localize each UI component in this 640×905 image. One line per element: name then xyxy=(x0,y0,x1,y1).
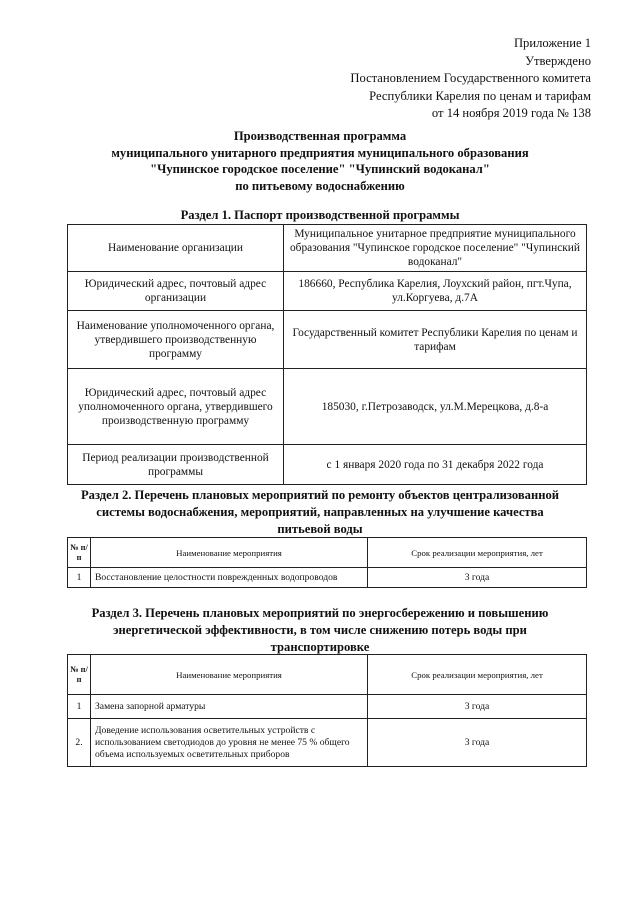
passport-label: Наименование уполномоченного органа, утвердившего производственную программу xyxy=(68,311,284,369)
table-row xyxy=(68,369,587,445)
col-num-header: № п/п xyxy=(68,538,91,568)
repair-measures-table xyxy=(67,537,587,588)
passport-value: 185030, г.Петрозаводск, ул.М.Мерецкова, д.8-а xyxy=(284,369,587,445)
title-line-1: Производственная программа xyxy=(233,129,407,143)
title-line-2: муниципального унитарного предприятия муниципального образования xyxy=(111,145,529,160)
measure-name: Замена запорной арматуры xyxy=(91,695,368,719)
program-title xyxy=(0,128,640,194)
table-row xyxy=(68,272,587,311)
passport-label: Юридический адрес, почтовый адрес организации xyxy=(68,272,284,311)
measure-term: 3 года xyxy=(368,695,587,719)
resolution-date: от 14 ноября 2019 года № 138 xyxy=(431,106,591,120)
section1-heading-text: Раздел 1. Паспорт производственной программы xyxy=(180,208,460,222)
section2-heading xyxy=(0,487,640,538)
table-row xyxy=(68,225,587,272)
col-name-header: Наименование мероприятия xyxy=(91,538,368,568)
approval-block xyxy=(350,35,591,123)
section3-heading xyxy=(0,605,640,656)
appendix-label: Приложение 1 xyxy=(513,36,591,50)
measure-term: 3 года xyxy=(368,719,587,767)
row-num: 1 xyxy=(68,695,91,719)
section2-heading-line-1: Раздел 2. Перечень плановых мероприятий по ремонту объектов централизованной xyxy=(80,488,560,502)
passport-value: с 1 января 2020 года по 31 декабря 2022 года xyxy=(284,445,587,485)
energy-measures-table xyxy=(67,654,587,767)
table-row xyxy=(68,719,587,767)
table-header-row xyxy=(68,538,587,568)
row-num: 1 xyxy=(68,568,91,588)
col-term-header: Срок реализации мероприятия, лет xyxy=(368,538,587,568)
passport-value: Государственный комитет Республики Карелия по ценам и тарифам xyxy=(284,311,587,369)
section3-heading-line-3: транспортировке xyxy=(270,640,370,654)
table-row xyxy=(68,311,587,369)
col-num-header: № п/п xyxy=(68,655,91,695)
section2-heading-line-3: питьевой воды xyxy=(277,522,363,536)
passport-value: Муниципальное унитарное предприятие муниципального образования "Чупинское городское поселение" "Чупинский водоканал" xyxy=(284,225,587,272)
section3-heading-line-1: Раздел 3. Перечень плановых мероприятий по энергосбережению и повышению xyxy=(91,606,549,620)
section1-heading xyxy=(0,207,640,224)
table-row xyxy=(68,568,587,588)
section2-heading-line-2: системы водоснабжения, мероприятий, направленных на улучшение качества xyxy=(96,505,544,519)
section3-heading-line-2: энергетической эффективности, в том числе снижению потерь воды при xyxy=(113,623,527,637)
title-line-3: "Чупинское городское поселение" "Чупинский водоканал" xyxy=(150,162,490,176)
title-line-4: по питьевому водоснабжению xyxy=(235,178,405,193)
row-num: 2. xyxy=(68,719,91,767)
col-name-header: Наименование мероприятия xyxy=(91,655,368,695)
approved-label: Утверждено xyxy=(525,53,591,68)
resolution-line: Постановлением Государственного комитета xyxy=(350,71,591,85)
col-term-header: Срок реализации мероприятия, лет xyxy=(368,655,587,695)
measure-name: Доведение использования осветительных устройств с использованием светодиодов до уровня не менее 75 % общего объема используемых осветительных приборов xyxy=(91,719,368,767)
measure-term: 3 года xyxy=(368,568,587,588)
passport-label: Период реализации производственной программы xyxy=(68,445,284,485)
passport-value: 186660, Республика Карелия, Лоухский район, пгт.Чупа, ул.Коргуева, д.7А xyxy=(284,272,587,311)
table-row xyxy=(68,695,587,719)
passport-label: Наименование организации xyxy=(68,225,284,272)
measure-name: Восстановление целостности поврежденных водопроводов xyxy=(91,568,368,588)
table-row xyxy=(68,445,587,485)
passport-table xyxy=(67,224,587,485)
table-header-row xyxy=(68,655,587,695)
passport-label: Юридический адрес, почтовый адрес уполномоченного органа, утвердившего производственную программу xyxy=(68,369,284,445)
committee-line: Республики Карелия по ценам и тарифам xyxy=(369,88,591,103)
